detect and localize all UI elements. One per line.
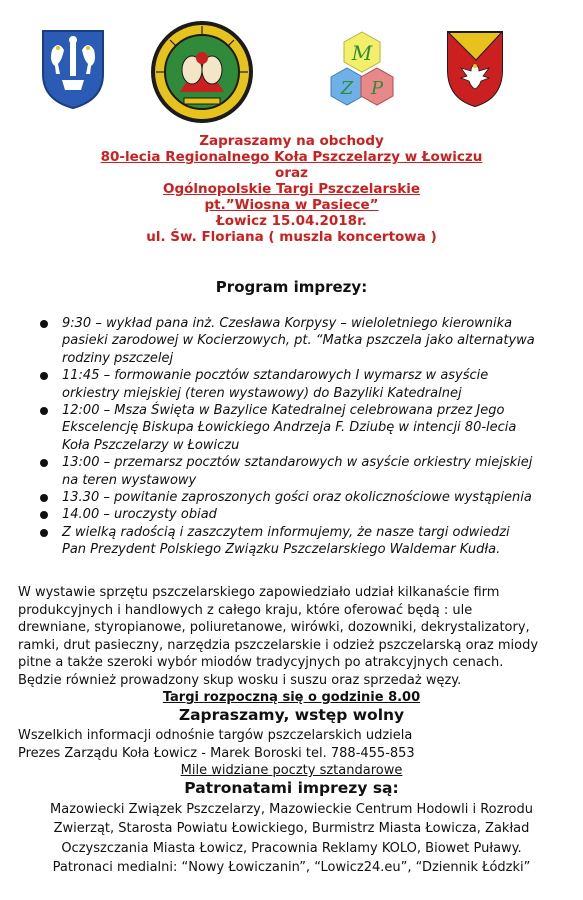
- program-item-text: rodziny pszczelej: [62, 350, 174, 366]
- program-item-text: 11:45 – formowanie pocztów sztandarowych I wymarsz w asyście: [62, 368, 489, 384]
- program-item: [40, 367, 550, 402]
- patrons-line: Patronaci medialni: “Nowy Łowiczanin”, “Lowicz24.eu”, “Dziennik Łódzki”: [52, 859, 531, 875]
- program-item: [40, 506, 550, 523]
- paragraph-line: Będzie również prowadzony skup wosku i suszu oraz sprzedaż węzy.: [18, 672, 462, 688]
- mzp-hexagon-logo-icon: [330, 30, 394, 120]
- contact-info: [18, 727, 566, 762]
- program-item: [40, 489, 550, 506]
- fair-start-note: Targi rozpoczną się o godzinie 8.00: [162, 690, 421, 705]
- program-item-text: na teren wystawowy: [62, 472, 197, 488]
- program-item: [40, 524, 550, 559]
- program-item-text: Pan Prezydent Polskiego Związku Pszczelarskiego Waldemar Kudła.: [62, 542, 501, 558]
- paragraph-line: drewniane, styropianowe, poliuretanowe, wirówki, dozowniki, dekrystalizatory,: [18, 620, 530, 636]
- bullet-icon: [40, 511, 48, 519]
- program-item-text: 13:00 – przemarsz pocztów sztandarowych w asyście orkiestry miejskiej: [62, 455, 533, 471]
- header-fair-subtitle: pt.”Wiosna w Pasiece”: [204, 197, 379, 213]
- header-fair-name: Ogólnopolskie Targi Pszczelarskie: [163, 181, 420, 197]
- patrons-line: Oczyszczania Miasta Łowicz, Pracownia Reklamy KOLO, Biowet Puławy.: [61, 840, 522, 856]
- header-and: oraz: [275, 165, 308, 181]
- bullet-icon: [40, 459, 48, 467]
- program-item: [40, 315, 550, 367]
- program-item-text: 13.30 – powitanie zaproszonych gości oraz okolicznościowe wystąpienia: [62, 490, 532, 506]
- svg-text:Z: Z: [340, 78, 354, 99]
- paragraph-line: pitne a także szeroki wybór miodów tradycyjnych po atrakcyjnych cenach.: [18, 655, 504, 671]
- bullet-icon: [40, 320, 48, 328]
- program-item-text: orkiestry miejskiej (teren wystawowy) do Bazyliki Katedralnej: [62, 385, 462, 401]
- paragraph-line: ramki, drut pasieczny, narzędzia pszczelarskie i odzież pszczelarską oraz miody: [18, 637, 539, 653]
- header-address: ul. Św. Floriana ( muszla koncertowa ): [146, 229, 437, 245]
- contact-line: Wszelkich informacji odnośnie targów pszczelarskich udziela: [18, 728, 413, 743]
- patrons-list: [0, 800, 583, 877]
- paragraph-line: W wystawie sprzętu pszczelarskiego zapowiedziało udział kilkanaście firm: [18, 585, 500, 600]
- invite-heading: Zapraszamy, wstęp wolny: [178, 706, 405, 724]
- exhibition-paragraph: [18, 584, 566, 690]
- svg-text:M: M: [351, 41, 373, 65]
- beekeepers-circle-emblem-icon: [150, 20, 254, 124]
- header-invite: Zapraszamy na obchody: [199, 133, 384, 149]
- patrons-line: Mazowiecki Związek Pszczelarzy, Mazowieckie Centrum Hodowli i Rozrodu: [50, 802, 533, 817]
- program-item-text: 12:00 – Msza Święta w Bazylice Katedralnej celebrowana przez Jego: [62, 403, 505, 419]
- program-item-text: Koła Pszczelarzy w Łowiczu: [62, 437, 240, 453]
- banners-note: Mile widziane poczty sztandarowe: [180, 763, 403, 778]
- program-list: [40, 315, 550, 559]
- program-item-text: Z wielką radością i zaszczytem informujemy, że nasze targi odwiedzi: [62, 524, 510, 540]
- program-item: [40, 454, 550, 489]
- bullet-icon: [40, 407, 48, 415]
- contact-line: Prezes Zarządu Koła Łowicz - Marek Boroski tel. 788-455-853: [18, 745, 415, 761]
- patrons-title: Patronatami imprezy są:: [184, 779, 399, 797]
- bullet-icon: [40, 529, 48, 537]
- program-item-text: pasieki zarodowej w Kocierzowych, pt. “Matka pszczela jako alternatywa: [62, 333, 535, 349]
- patrons-line: Zwierząt, Starosta Powiatu Łowickiego, Burmistrz Miasta Łowicza, Zakład: [53, 821, 530, 837]
- program-item-text: 14.00 – uroczysty obiad: [62, 507, 217, 523]
- bullet-icon: [40, 494, 48, 502]
- header-anniversary: 80-lecia Regionalnego Koła Pszczelarzy w Łowiczu: [100, 149, 483, 165]
- paragraph-line: produkcyjnych i handlowych z całego kraju, które oferować będą : ule: [18, 602, 473, 618]
- logo-row: [0, 20, 583, 120]
- event-header: [0, 133, 583, 245]
- lowicz-county-coat-of-arms-icon: [40, 28, 106, 110]
- program-item-text: Ekscelencję Biskupa Łowickiego Andrzeja F. Dziubę w intencji 80-lecia: [62, 420, 517, 436]
- lowicz-city-coat-of-arms-icon: [446, 30, 504, 108]
- program-title: Program imprezy:: [215, 278, 368, 296]
- program-item-text: 9:30 – wykład pana inż. Czesława Korpysy – wieloletniego kierownika: [62, 316, 513, 331]
- program-item: [40, 402, 550, 454]
- header-date: Łowicz 15.04.2018r.: [216, 213, 367, 229]
- bullet-icon: [40, 372, 48, 380]
- svg-text:P: P: [370, 78, 384, 99]
